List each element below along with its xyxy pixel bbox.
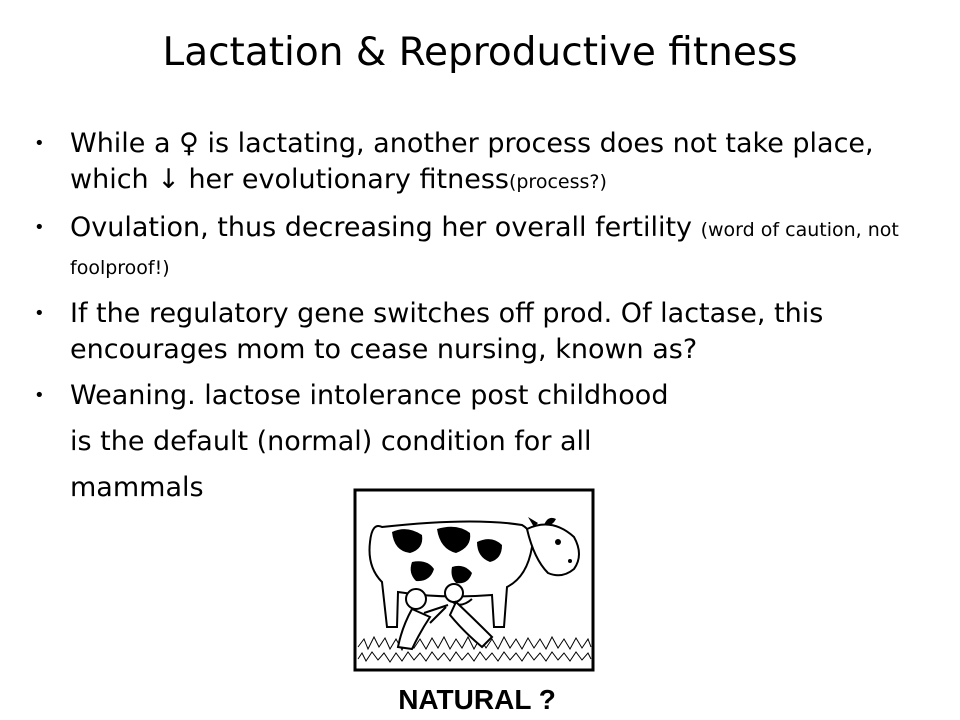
bullet-regulatory-gene	[34, 296, 940, 368]
cartoon-caption: NATURAL ?	[398, 684, 556, 715]
continuation-line: mammals	[70, 472, 204, 503]
bullet-text: Weaning. lactose intolerance post childhood	[70, 380, 669, 411]
slide-title: Lactation & Reproductive fitness	[162, 30, 798, 75]
bullet-ovulation	[34, 210, 940, 286]
bullet-weaning	[34, 378, 940, 414]
bullet-dot-icon: •	[34, 133, 45, 154]
bullet-dot-icon: •	[34, 385, 45, 406]
bullet-dot-icon: •	[34, 303, 45, 324]
bullet-list	[34, 126, 940, 516]
bullet-note: (process?)	[508, 171, 607, 193]
bullet-text: Ovulation, thus decreasing her overall fertility	[70, 212, 701, 243]
cow-nursing-cartoon	[352, 487, 602, 720]
bullet-text: While a ♀ is lactating, another process does not take place, which ↓ her evolutionary fitness	[70, 128, 874, 195]
bullet-dot-icon: •	[34, 217, 45, 238]
continuation-line: is the default (normal) condition for all	[70, 426, 592, 457]
bullet-text: If the regulatory gene switches off prod. Of lactase, this encourages mom to cease nursing, known as?	[70, 298, 824, 365]
bullet-note: (word of caution, not foolproof!)	[70, 219, 899, 279]
bullet-lactation-process	[34, 126, 940, 200]
